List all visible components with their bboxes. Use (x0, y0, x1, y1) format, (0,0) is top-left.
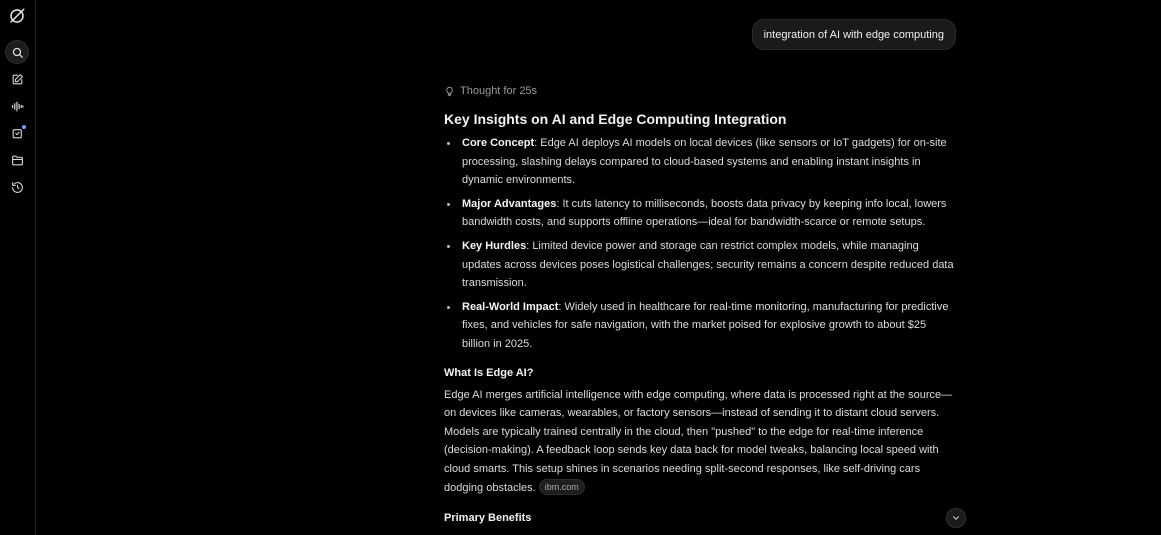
paragraph-text: Edge AI merges artificial intelligence with edge computing, where data is processed right at the source—on devices like cameras, wearables, or factory sensors—instead of sending it to distant cloud servers. Models are typically trained centrally in the cloud, then "pushed" to the edge for real-time inference (decision-making). A feedback loop sends key data back for model tweaks, balancing local speed with cloud smarts. This setup shines in scenarios needing split-second responses, like self-driving cars dodging obstacles. (444, 388, 953, 494)
insights-list (444, 134, 956, 354)
user-message-bubble (752, 19, 956, 50)
bullet-text: : It cuts latency to milliseconds, boosts data privacy by keeping info local, lowers bandwidth costs, and supports offline operations—ideal for bandwidth-scarce or remote setups. (462, 197, 947, 229)
list-item (444, 195, 956, 232)
thought-label: Thought for 25s (460, 85, 538, 97)
section-heading: Primary Benefits (444, 512, 532, 525)
thought-toggle[interactable] (444, 84, 956, 98)
chevron-down-icon (951, 513, 961, 523)
list-item (444, 298, 956, 354)
notification-dot (22, 125, 26, 129)
section-heading: What Is Edge AI? (444, 366, 534, 379)
workspace-icon[interactable] (6, 122, 28, 144)
list-item (444, 237, 956, 293)
bullet-text: : Limited device power and storage can restrict complex models, while managing updates across devices poses logistical challenges; security remains a concern despite reduced data transmission. (462, 239, 954, 290)
lightbulb-icon (444, 86, 455, 97)
folder-icon[interactable] (6, 149, 28, 171)
response-title: Key Insights on AI and Edge Computing Integration (444, 111, 787, 127)
bullet-term: Key Hurdles (462, 239, 527, 252)
bullet-term: Real-World Impact (462, 300, 559, 313)
sidebar (0, 0, 36, 535)
citation-chip[interactable]: ibm.com (539, 479, 585, 495)
section-paragraph (444, 386, 956, 498)
grok-logo-icon[interactable] (5, 4, 29, 28)
bullet-term: Major Advantages (462, 197, 557, 210)
compose-icon[interactable] (6, 68, 28, 90)
voice-icon[interactable] (6, 95, 28, 117)
history-icon[interactable] (6, 176, 28, 198)
bullet-text: : Edge AI deploys AI models on local devices (like sensors or IoT gadgets) for on-site processing, slashing delays compared to cloud-based systems and enabling instant insights in dynamic environments. (462, 137, 947, 187)
bullet-text: : Widely used in healthcare for real-time monitoring, manufacturing for predictive fixes, and vehicles for safe navigation, with the market poised for explosive growth to about $25 billion in 2025. (462, 300, 949, 350)
bullet-term: Core Concept (462, 137, 535, 149)
assistant-response (444, 84, 956, 526)
search-icon[interactable] (5, 40, 29, 64)
user-message-text: integration of AI with edge computing (763, 28, 944, 41)
list-item (444, 134, 956, 190)
scroll-down-button[interactable] (946, 508, 966, 528)
